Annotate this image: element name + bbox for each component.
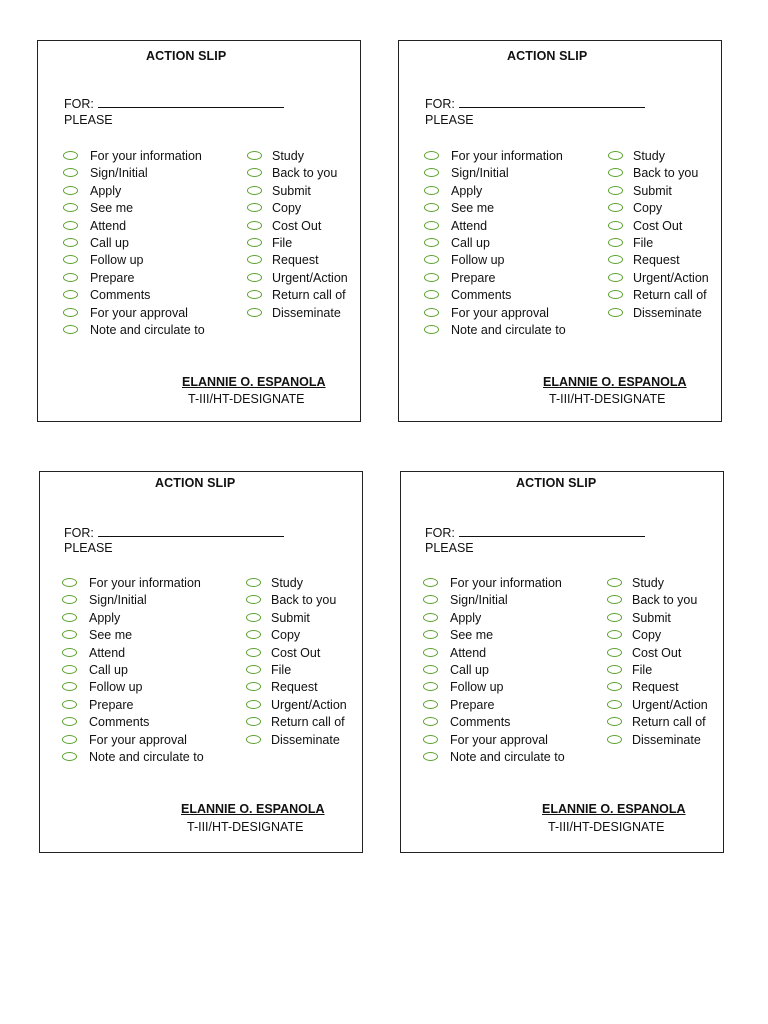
radio-button-empty-icon[interactable] [62, 735, 77, 744]
for-blank-field[interactable] [459, 95, 645, 108]
radio-button-empty-icon[interactable] [62, 752, 77, 761]
option-label: Follow up [450, 680, 504, 695]
radio-button-empty-icon[interactable] [62, 613, 77, 622]
option-label: Return call of [271, 715, 345, 730]
radio-button-empty-icon[interactable] [423, 717, 438, 726]
radio-button-empty-icon[interactable] [247, 221, 262, 230]
option-label: Disseminate [632, 732, 701, 747]
option-label: Call up [89, 662, 128, 677]
radio-button-empty-icon[interactable] [423, 578, 438, 587]
radio-button-empty-icon[interactable] [62, 595, 77, 604]
radio-button-empty-icon[interactable] [246, 595, 261, 604]
option-label: Attend [450, 645, 487, 660]
please-label: PLEASE [425, 541, 474, 555]
signatory-role: T-III/HT-DESIGNATE [188, 392, 305, 406]
option-label: Back to you [272, 166, 338, 181]
option-label: Apply [450, 610, 482, 625]
radio-button-empty-icon[interactable] [423, 735, 438, 744]
option-label: For your approval [90, 305, 188, 320]
option-label: Note and circulate to [90, 322, 205, 337]
option-label: Request [633, 253, 680, 268]
radio-button-empty-icon[interactable] [608, 168, 623, 177]
option-label: File [272, 235, 293, 250]
option-label: Study [272, 149, 304, 163]
option-label: Back to you [271, 593, 337, 608]
option-label: For your approval [451, 305, 549, 320]
option-label: File [633, 235, 654, 250]
radio-button-empty-icon[interactable] [423, 665, 438, 674]
radio-button-empty-icon[interactable] [607, 595, 622, 604]
radio-button-empty-icon[interactable] [62, 630, 77, 639]
option-label: Cost Out [271, 645, 321, 660]
signatory-role: T-III/HT-DESIGNATE [187, 820, 304, 834]
option-label: See me [89, 628, 133, 643]
option-label: Request [271, 680, 318, 695]
option-label: Call up [450, 662, 489, 677]
option-label: Urgent/Action [633, 270, 709, 285]
option-label: Request [272, 253, 319, 268]
option-label: Copy [271, 628, 301, 643]
radio-button-empty-icon[interactable] [246, 735, 261, 744]
please-label: PLEASE [64, 541, 113, 555]
option-label: Copy [632, 628, 662, 643]
radio-button-empty-icon[interactable] [247, 308, 262, 317]
option-label: Copy [272, 201, 302, 216]
radio-button-empty-icon[interactable] [423, 682, 438, 691]
radio-button-empty-icon[interactable] [607, 700, 622, 709]
for-blank-field[interactable] [98, 524, 284, 537]
option-label: See me [450, 628, 494, 643]
radio-button-empty-icon[interactable] [423, 613, 438, 622]
action-slip [39, 471, 363, 853]
option-label: Submit [632, 610, 671, 625]
for-label: FOR: [64, 97, 94, 111]
radio-button-empty-icon[interactable] [246, 630, 261, 639]
radio-button-empty-icon[interactable] [424, 168, 439, 177]
option-label: Attend [451, 218, 488, 233]
option-label: For your approval [450, 732, 548, 747]
option-label: Study [633, 149, 665, 163]
radio-button-empty-icon[interactable] [424, 203, 439, 212]
radio-button-empty-icon[interactable] [424, 325, 439, 334]
signatory-name: ELANNIE O. ESPANOLA [181, 802, 325, 816]
option-label: Call up [90, 235, 129, 250]
radio-button-empty-icon[interactable] [247, 290, 262, 299]
radio-button-empty-icon[interactable] [246, 682, 261, 691]
option-label: For your information [89, 576, 201, 590]
for-line [64, 524, 284, 540]
radio-button-empty-icon[interactable] [608, 186, 623, 195]
signatory-name: ELANNIE O. ESPANOLA [542, 802, 686, 816]
radio-button-empty-icon[interactable] [424, 186, 439, 195]
for-line [64, 95, 284, 111]
signatory-role: T-III/HT-DESIGNATE [548, 820, 665, 834]
radio-button-empty-icon[interactable] [607, 682, 622, 691]
radio-button-empty-icon[interactable] [63, 221, 78, 230]
option-label: For your information [451, 149, 563, 163]
radio-button-empty-icon[interactable] [62, 665, 77, 674]
option-label: See me [90, 201, 134, 216]
radio-button-empty-icon[interactable] [424, 255, 439, 264]
signatory-name: ELANNIE O. ESPANOLA [182, 375, 326, 389]
option-label: File [632, 662, 653, 677]
radio-button-empty-icon[interactable] [247, 238, 262, 247]
action-slip [37, 40, 361, 422]
slip-title: ACTION SLIP [507, 49, 588, 63]
radio-button-empty-icon[interactable] [63, 186, 78, 195]
option-label: Cost Out [272, 218, 322, 233]
option-label: Back to you [633, 166, 699, 181]
option-label: Copy [633, 201, 663, 216]
option-label: Disseminate [633, 305, 702, 320]
option-label: Disseminate [272, 305, 341, 320]
radio-button-empty-icon[interactable] [607, 717, 622, 726]
radio-button-empty-icon[interactable] [246, 700, 261, 709]
radio-button-empty-icon[interactable] [246, 578, 261, 587]
option-label: Urgent/Action [271, 697, 347, 712]
for-blank-field[interactable] [459, 524, 645, 537]
option-label: Sign/Initial [90, 166, 148, 181]
radio-button-empty-icon[interactable] [424, 273, 439, 282]
radio-button-empty-icon[interactable] [246, 613, 261, 622]
radio-button-empty-icon[interactable] [247, 186, 262, 195]
option-label: Request [632, 680, 679, 695]
option-label: Sign/Initial [89, 593, 147, 608]
option-label: Call up [451, 235, 490, 250]
option-label: Note and circulate to [450, 749, 565, 764]
option-label: Follow up [451, 253, 505, 268]
option-label: Prepare [90, 270, 135, 285]
option-label: Comments [451, 288, 512, 303]
radio-button-empty-icon[interactable] [63, 290, 78, 299]
option-label: Sign/Initial [451, 166, 509, 181]
option-label: For your approval [89, 732, 187, 747]
radio-button-empty-icon[interactable] [424, 290, 439, 299]
radio-button-empty-icon[interactable] [63, 273, 78, 282]
option-label: Apply [451, 183, 483, 198]
option-label: Comments [89, 715, 150, 730]
option-label: Submit [633, 183, 672, 198]
option-label: Comments [90, 288, 151, 303]
radio-button-empty-icon[interactable] [607, 735, 622, 744]
radio-button-empty-icon[interactable] [62, 682, 77, 691]
radio-button-empty-icon[interactable] [62, 578, 77, 587]
slip-title: ACTION SLIP [516, 476, 597, 490]
option-label: Note and circulate to [89, 749, 204, 764]
for-blank-field[interactable] [98, 95, 284, 108]
option-label: Attend [89, 645, 126, 660]
option-label: Study [271, 576, 303, 590]
radio-button-empty-icon[interactable] [63, 238, 78, 247]
radio-button-empty-icon[interactable] [62, 700, 77, 709]
option-label: Follow up [89, 680, 143, 695]
action-slip [398, 40, 722, 422]
option-label: Sign/Initial [450, 593, 508, 608]
option-label: For your information [90, 149, 202, 163]
radio-button-empty-icon[interactable] [423, 630, 438, 639]
option-label: Submit [272, 183, 311, 198]
please-label: PLEASE [425, 113, 474, 127]
radio-button-empty-icon[interactable] [423, 700, 438, 709]
radio-button-empty-icon[interactable] [608, 203, 623, 212]
signatory-name: ELANNIE O. ESPANOLA [543, 375, 687, 389]
radio-button-empty-icon[interactable] [607, 578, 622, 587]
radio-button-empty-icon[interactable] [424, 238, 439, 247]
radio-button-empty-icon[interactable] [608, 290, 623, 299]
option-label: Disseminate [271, 732, 340, 747]
radio-button-empty-icon[interactable] [423, 648, 438, 657]
option-label: Return call of [633, 288, 707, 303]
radio-button-empty-icon[interactable] [607, 648, 622, 657]
option-label: Prepare [450, 697, 495, 712]
radio-button-empty-icon[interactable] [608, 273, 623, 282]
radio-button-empty-icon[interactable] [423, 595, 438, 604]
radio-button-empty-icon[interactable] [62, 648, 77, 657]
radio-button-empty-icon[interactable] [247, 151, 262, 160]
radio-button-empty-icon[interactable] [63, 325, 78, 334]
option-label: Comments [450, 715, 511, 730]
option-label: Cost Out [633, 218, 683, 233]
for-label: FOR: [425, 97, 455, 111]
radio-button-empty-icon[interactable] [247, 203, 262, 212]
radio-button-empty-icon[interactable] [607, 630, 622, 639]
option-label: Back to you [632, 593, 698, 608]
radio-button-empty-icon[interactable] [424, 308, 439, 317]
radio-button-empty-icon[interactable] [63, 203, 78, 212]
option-label: For your information [450, 576, 562, 590]
for-line [425, 95, 645, 111]
option-label: Attend [90, 218, 127, 233]
action-slip [400, 471, 724, 853]
radio-button-empty-icon[interactable] [423, 752, 438, 761]
option-label: Submit [271, 610, 310, 625]
slip-title: ACTION SLIP [155, 476, 236, 490]
for-label: FOR: [64, 526, 94, 540]
for-label: FOR: [425, 526, 455, 540]
signatory-role: T-III/HT-DESIGNATE [549, 392, 666, 406]
radio-button-empty-icon[interactable] [424, 221, 439, 230]
radio-button-empty-icon[interactable] [246, 717, 261, 726]
option-label: File [271, 662, 292, 677]
radio-button-empty-icon[interactable] [62, 717, 77, 726]
for-line [425, 524, 645, 540]
option-label: Cost Out [632, 645, 682, 660]
option-label: Note and circulate to [451, 322, 566, 337]
radio-button-empty-icon[interactable] [608, 221, 623, 230]
option-label: See me [451, 201, 495, 216]
option-label: Return call of [272, 288, 346, 303]
option-label: Apply [89, 610, 121, 625]
radio-button-empty-icon[interactable] [63, 255, 78, 264]
radio-button-empty-icon[interactable] [63, 151, 78, 160]
radio-button-empty-icon[interactable] [246, 665, 261, 674]
option-label: Urgent/Action [272, 270, 348, 285]
option-label: Return call of [632, 715, 706, 730]
please-label: PLEASE [64, 113, 113, 127]
radio-button-empty-icon[interactable] [247, 273, 262, 282]
radio-button-empty-icon[interactable] [608, 238, 623, 247]
option-label: Prepare [451, 270, 496, 285]
radio-button-empty-icon[interactable] [63, 168, 78, 177]
radio-button-empty-icon[interactable] [607, 665, 622, 674]
option-label: Study [632, 576, 664, 590]
radio-button-empty-icon[interactable] [63, 308, 78, 317]
radio-button-empty-icon[interactable] [424, 151, 439, 160]
radio-button-empty-icon[interactable] [607, 613, 622, 622]
option-label: Apply [90, 183, 122, 198]
radio-button-empty-icon[interactable] [608, 151, 623, 160]
option-label: Urgent/Action [632, 697, 708, 712]
slip-title: ACTION SLIP [146, 49, 227, 63]
radio-button-empty-icon[interactable] [247, 255, 262, 264]
radio-button-empty-icon[interactable] [608, 255, 623, 264]
radio-button-empty-icon[interactable] [608, 308, 623, 317]
option-label: Follow up [90, 253, 144, 268]
radio-button-empty-icon[interactable] [246, 648, 261, 657]
option-label: Prepare [89, 697, 134, 712]
radio-button-empty-icon[interactable] [247, 168, 262, 177]
